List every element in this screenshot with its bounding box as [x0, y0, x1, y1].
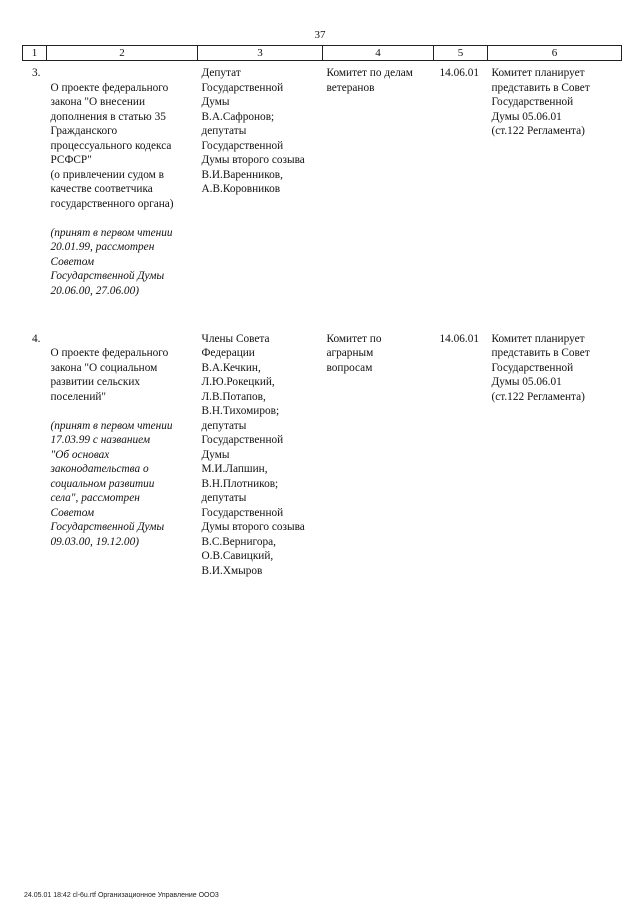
table-header — [23, 46, 622, 61]
document-footer: 24.05.01 18:42 cl-6u.rtf Организационное Управление ООО3 — [24, 892, 219, 899]
bill-date: 14.06.01 — [439, 67, 480, 79]
header-row — [23, 46, 622, 61]
column-header-5: 5 — [434, 46, 488, 61]
bills-table — [22, 45, 622, 584]
bill-title: О проекте федерального закона "О внесении дополнения в статью 35 Гражданского процессуального кодекса РСФСР" (о привлечении судом в качестве соответчика государственного органа) — [50, 81, 174, 210]
row-number: 4. — [32, 332, 41, 345]
column-header-1: 1 — [23, 46, 47, 61]
bill-title-cell — [47, 61, 198, 319]
column-header-4: 4 — [323, 46, 434, 61]
bill-status-note: (принят в первом чтении 17.03.99 с названием "Об основах законодательства о социальном развитии села", рассмотрен Советом Государственной Думы 09.03.00, 19.12.00) — [50, 419, 173, 548]
committee-decision: Комитет планирует представить в Совет Государственной Думы 05.06.01 (ст.122 Регламента) — [491, 332, 590, 403]
row-spacer — [23, 319, 622, 327]
table-row — [23, 327, 622, 585]
bill-title: О проекте федерального закона "О социальном развитии сельских поселений" — [50, 347, 169, 403]
column-header-2: 2 — [47, 46, 198, 61]
responsible-committee: Комитет по делам ветеранов — [326, 67, 413, 94]
bill-authors: Члены Совета Федерации В.А.Кечкин, Л.Ю.Рокецкий, Л.В.Потапов, В.Н.Тихомиров; депутаты Государственной Думы М.И.Лапшин, В.Н.Плотников; депутаты Государственной Думы второго созыва В.С.Вернигора, О.В.Савицкий, В.И.Хмыров — [201, 332, 305, 577]
row-number: 3. — [32, 67, 41, 79]
committee-decision: Комитет планирует представить в Совет Государственной Думы 05.06.01 (ст.122 Регламента) — [491, 67, 590, 137]
bill-title-cell — [47, 327, 198, 585]
column-header-6: 6 — [488, 46, 622, 61]
table-row — [23, 61, 622, 319]
bill-date: 14.06.01 — [439, 332, 480, 345]
bill-status-note: (принят в первом чтении 20.01.99, рассмотрен Советом Государственной Думы 20.06.00, 27.06.00) — [50, 226, 173, 297]
table-body — [23, 61, 622, 585]
responsible-committee: Комитет по аграрным вопросам — [326, 332, 382, 374]
column-header-3: 3 — [198, 46, 323, 61]
page-number: 37 — [314, 29, 326, 41]
bill-authors: Депутат Государственной Думы В.А.Сафронов; депутаты Государственной Думы второго созыва В.И.Варенников, А.В.Коровников — [201, 67, 305, 195]
